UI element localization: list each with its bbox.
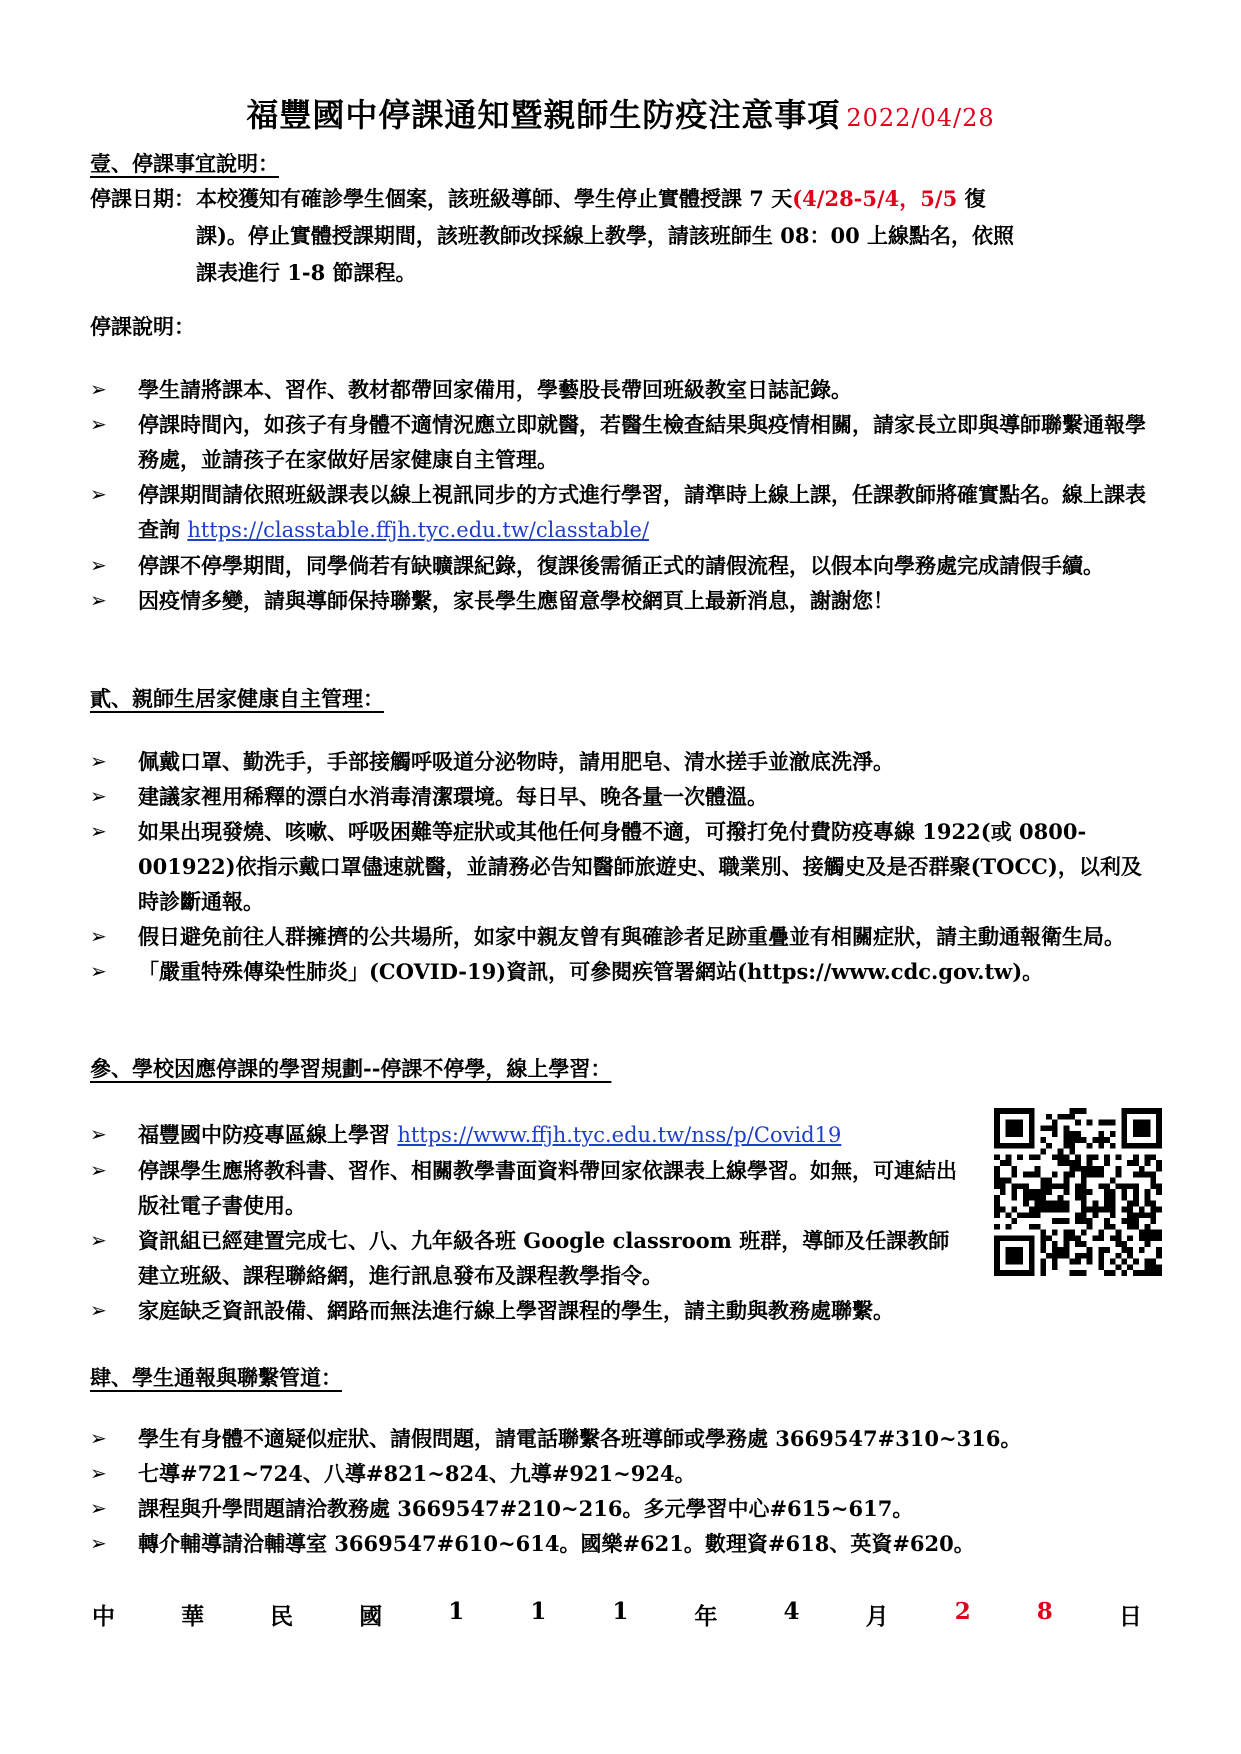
bullet-arrow-icon: ➢ <box>90 1122 107 1146</box>
bullet-arrow-icon: ➢ <box>90 1496 107 1520</box>
list-item-text: 佩戴口罩、勤洗手，手部接觸呼吸道分泌物時，請用肥皂、清水搓手並澈底洗淨。 <box>138 749 894 774</box>
section2-list <box>90 744 1150 989</box>
list-item <box>90 1456 1150 1491</box>
list-item-text: 資訊組已經建置完成七、八、九年級各班 Google classroom 班群，導師及任課教師建立班級、課程聯絡網，進行訊息發布及課程教學指令。 <box>138 1228 950 1288</box>
list-item <box>90 1223 970 1293</box>
date-char: 年 <box>694 1603 718 1630</box>
list-item-text: 課程與升學問題請洽教務處 3669547#210~216。多元學習中心#615~617。 <box>138 1496 914 1521</box>
date-char: 1 <box>530 1598 547 1625</box>
section4-list <box>90 1421 1150 1561</box>
list-item-text: 停課不停學期間，同學倘若有缺曠課紀錄，復課後需循正式的請假流程，以假本向學務處完成請假手續。 <box>138 553 1104 578</box>
section2-heading: 貳、親師生居家健康自主管理： <box>90 686 384 711</box>
date-char: 民 <box>270 1603 294 1630</box>
bullet-arrow-icon: ➢ <box>90 482 107 506</box>
bullet-arrow-icon: ➢ <box>90 784 107 808</box>
section4-heading: 肆、學生通報與聯繫管道： <box>90 1365 342 1390</box>
list-item <box>90 814 1150 919</box>
list-item <box>90 779 1150 814</box>
list-item-text: 建議家裡用稀釋的漂白水消毒清潔環境。每日早、晚各量一次體溫。 <box>138 784 768 809</box>
list-item <box>90 1421 1150 1456</box>
date-char: 4 <box>783 1598 800 1625</box>
list-item-text: 停課時間內，如孩子有身體不適情況應立即就醫，若醫生檢查結果與疫情相關，請家長立即與導師聯繫通報學務處，並請孩子在家做好居家健康自主管理。 <box>138 412 1146 472</box>
date-char: 月 <box>865 1603 889 1630</box>
bullet-arrow-icon: ➢ <box>90 1298 107 1322</box>
list-item-text: 如果出現發燒、咳嗽、呼吸困難等症狀或其他任何身體不適，可撥打免付費防疫專線 1922(或 0800-001922)依指示戴口罩儘速就醫，並請務必告知醫師旅遊史、職業別、接觸史及是否群聚(TOCC)，以利及時診斷通報。 <box>138 819 1142 914</box>
date-text-2: 復 <box>957 186 986 211</box>
date-char: 日 <box>1118 1603 1142 1630</box>
bullet-arrow-icon: ➢ <box>90 1461 107 1485</box>
title-date: 2022/04/28 <box>846 104 995 132</box>
date-char: 8 <box>1036 1598 1053 1625</box>
bullet-arrow-icon: ➢ <box>90 377 107 401</box>
suspension-date-line2: 課)。停止實體授課期間，該班教師改採線上教學，請該班師生 08：00 上線點名，依照 <box>196 223 1015 248</box>
list-item <box>90 1117 970 1153</box>
list-item <box>90 1293 970 1328</box>
bullet-arrow-icon: ➢ <box>90 924 107 948</box>
list-item <box>90 1491 1150 1526</box>
list-item <box>90 372 1150 407</box>
bullet-arrow-icon: ➢ <box>90 1426 107 1450</box>
list-item <box>90 1526 1150 1561</box>
title-text: 福豐國中停課通知暨親師生防疫注意事項 <box>246 96 841 134</box>
list-item <box>90 954 1150 989</box>
date-text-1: 本校獲知有確診學生個案，該班級導師、學生停止實體授課 7 天 <box>196 186 793 211</box>
list-item-text: 「嚴重特殊傳染性肺炎」(COVID-19)資訊，可參閱疾管署網站(https://www.cdc.gov.tw)。 <box>138 959 1044 984</box>
bullet-arrow-icon: ➢ <box>90 959 107 983</box>
section1-heading: 壹、停課事宜說明： <box>90 151 279 176</box>
date-char: 中 <box>92 1603 115 1630</box>
list-item <box>90 548 1150 583</box>
roc-date-line <box>92 1598 1142 1631</box>
bullet-arrow-icon: ➢ <box>90 1531 107 1555</box>
date-char: 華 <box>181 1603 205 1630</box>
list-item <box>90 1153 970 1223</box>
list-item <box>90 583 1150 618</box>
link[interactable]: https://www.ffjh.tyc.edu.tw/nss/p/Covid19 <box>397 1123 842 1147</box>
list-item <box>90 744 1150 779</box>
section3-heading: 參、學校因應停課的學習規劃--停課不停學，線上學習： <box>90 1056 612 1081</box>
list-item-text: 福豐國中防疫專區線上學習 <box>138 1122 398 1147</box>
date-char: 1 <box>612 1598 629 1625</box>
list-item <box>90 919 1150 954</box>
list-item-text: 因疫情多變，請與導師保持聯繫，家長學生應留意學校網頁上最新消息，謝謝您！ <box>138 588 894 613</box>
list-item-text: 學生有身體不適疑似症狀、請假問題，請電話聯繫各班導師或學務處 3669547#310~316。 <box>138 1426 1022 1451</box>
section3-list <box>90 1117 970 1328</box>
list-item-text: 七導#721~724、八導#821~824、九導#921~924。 <box>138 1461 696 1486</box>
link[interactable]: https://classtable.ffjh.tyc.edu.tw/classtable/ <box>187 518 650 542</box>
date-char: 2 <box>954 1598 971 1625</box>
list-item <box>90 477 1150 548</box>
bullet-arrow-icon: ➢ <box>90 819 107 843</box>
list-item-text: 學生請將課本、習作、教材都帶回家備用，學藝股長帶回班級教室日誌記錄。 <box>138 377 852 402</box>
suspension-date-line1 <box>196 180 1156 217</box>
bullet-arrow-icon: ➢ <box>90 749 107 773</box>
list-item <box>90 407 1150 477</box>
list-item-text: 假日避免前往人群擁擠的公共場所，如家中親友曾有與確診者足跡重疊並有相關症狀，請主動通報衛生局。 <box>138 924 1125 949</box>
list-item-text: 停課學生應將教科書、習作、相關教學書面資料帶回家依課表上線學習。如無，可連結出版社電子書使用。 <box>138 1158 957 1218</box>
qr-code-icon <box>994 1108 1162 1276</box>
suspension-date-text <box>196 180 1156 291</box>
date-char: 國 <box>359 1603 383 1630</box>
list-item-text: 家庭缺乏資訊設備、網路而無法進行線上學習課程的學生，請主動與教務處聯繫。 <box>138 1298 894 1323</box>
page-title <box>0 90 1241 136</box>
date-char: 1 <box>448 1598 465 1625</box>
bullet-arrow-icon: ➢ <box>90 1158 107 1182</box>
list-item-text: 轉介輔導請洽輔導室 3669547#610~614。國樂#621。數理資#618、英資#620。 <box>138 1531 975 1556</box>
suspension-date-line3: 課表進行 1-8 節課程。 <box>196 260 417 285</box>
suspension-desc-label: 停課說明： <box>90 314 195 339</box>
bullet-arrow-icon: ➢ <box>90 1228 107 1252</box>
section1-list <box>90 372 1150 618</box>
bullet-arrow-icon: ➢ <box>90 412 107 436</box>
bullet-arrow-icon: ➢ <box>90 588 107 612</box>
bullet-arrow-icon: ➢ <box>90 553 107 577</box>
suspension-date-label: 停課日期： <box>90 186 195 211</box>
date-text-red: (4/28-5/4，5/5 <box>792 186 958 211</box>
list-item-text: 停課期間請依照班級課表以線上視訊同步的方式進行學習，請準時上線上課，任課教師將確實點名。線上課表查詢 <box>138 482 1146 542</box>
